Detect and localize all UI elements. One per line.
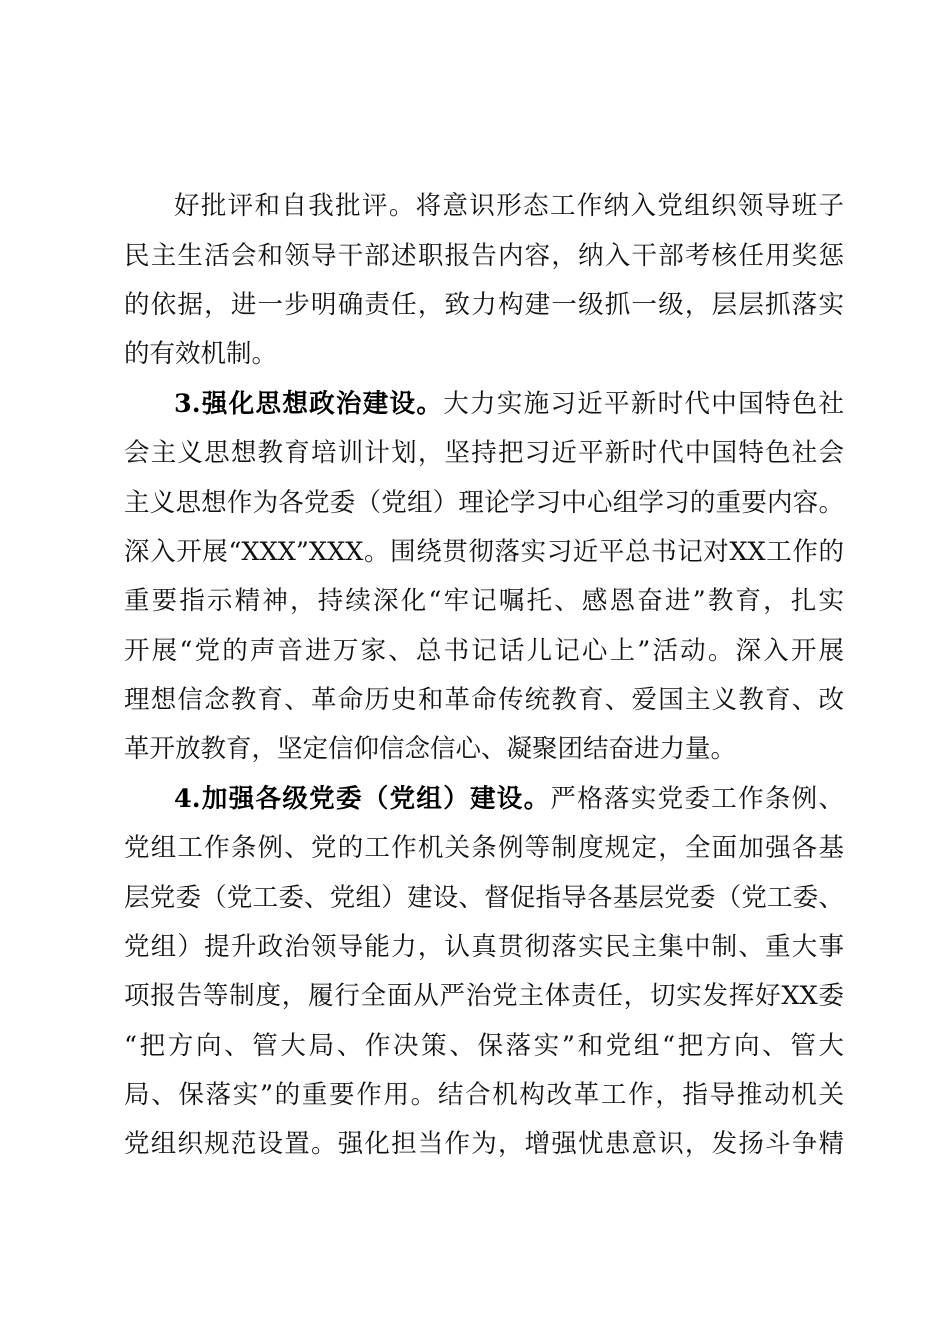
body-line: [124, 532, 844, 572]
body-line: [124, 680, 844, 720]
body-line: [124, 878, 844, 918]
line-text: 层党委（党工委、党组）建设、督促指导各基层党委（党工委、: [124, 883, 844, 913]
body-line: [174, 186, 844, 226]
body-line: [124, 581, 844, 621]
line-text: “把方向、管大局、作决策、保落实”和党组“把方向、管大: [124, 1031, 844, 1061]
body-line: [124, 927, 844, 967]
line-text: 局、保落实”的重要作用。结合机构改革工作，指导推动机关: [124, 1080, 844, 1110]
body-line: [124, 1124, 844, 1164]
body-line: [124, 631, 844, 671]
body-line: [124, 976, 844, 1016]
line-text: 的依据，进一步明确责任，致力构建一级抓一级，层层抓落实: [124, 290, 844, 320]
body-line: [174, 384, 844, 424]
body-line: [124, 236, 844, 276]
line-text: 深入开展“XXX”XXX。围绕贯彻落实习近平总书记对XX工作的: [124, 537, 844, 567]
line-text: 革开放教育，坚定信仰信念信心、凝聚团结奋进力量。: [124, 734, 737, 764]
section-heading-4: 4.加强各级党委（党组）建设。: [174, 784, 551, 814]
line-text: 严格落实党委工作条例、: [550, 784, 844, 814]
line-text: 党组织规范设置。强化担当作为，增强忧患意识，发扬斗争精: [124, 1129, 844, 1159]
line-text: 大力实施习近平新时代中国特色社: [443, 389, 844, 419]
body-line: [124, 828, 844, 868]
body-line: [124, 1026, 844, 1066]
line-text: 理想信念教育、革命历史和革命传统教育、爱国主义教育、改: [124, 685, 844, 715]
line-text: 开展“党的声音进万家、总书记话儿记心上”活动。深入开展: [124, 636, 844, 666]
line-text: 会主义思想教育培训计划，坚持把习近平新时代中国特色社会: [124, 438, 844, 468]
body-line: [124, 729, 844, 769]
body-line: [124, 334, 844, 374]
line-text: 民主生活会和领导干部述职报告内容，纳入干部考核任用奖惩: [124, 241, 844, 271]
body-line: [124, 483, 844, 523]
body-line: [124, 1075, 844, 1115]
line-text: 党组工作条例、党的工作机关条例等制度规定，全面加强各基: [124, 833, 844, 863]
line-text: 主义思想作为各党委（党组）理论学习中心组学习的重要内容。: [124, 488, 844, 518]
line-text: 重要指示精神，持续深化“牢记嘱托、感恩奋进”教育，扎实: [124, 586, 844, 616]
line-text: 的有效机制。: [124, 339, 278, 369]
line-text: 好批评和自我批评。将意识形态工作纳入党组织领导班子: [174, 191, 844, 221]
line-text: 党组）提升政治领导能力，认真贯彻落实民主集中制、重大事: [124, 932, 844, 962]
body-line: [124, 433, 844, 473]
section-heading-3: 3.强化思想政治建设。: [174, 389, 444, 419]
body-line: [124, 285, 844, 325]
body-line: [174, 779, 844, 819]
line-text: 项报告等制度，履行全面从严治党主体责任，切实发挥好XX委: [124, 981, 844, 1011]
